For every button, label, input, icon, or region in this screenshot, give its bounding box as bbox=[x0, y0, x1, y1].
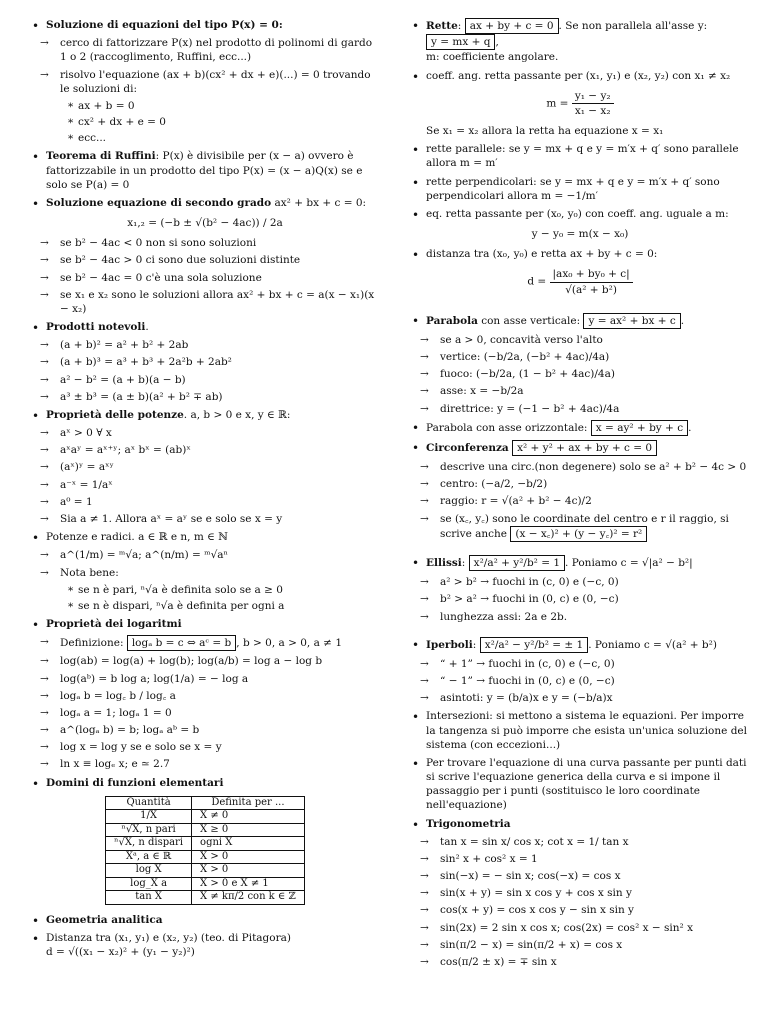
table-cell: X > 0 bbox=[192, 864, 305, 878]
section-title: Parabola bbox=[426, 314, 478, 327]
list-item: → cerco di fattorizzare P(x) nel prodotto di polinomi di gardo 1 o 2 (raccoglimento, Ruffini, ecc...) bbox=[30, 36, 380, 64]
table-cell: X ≠ 0 bbox=[192, 810, 305, 824]
table-cell: X > 0 bbox=[192, 850, 305, 864]
point-slope-formula: y − y₀ = m(x − x₀) bbox=[531, 228, 629, 241]
list-item: → a² − b² = (a + b)(a − b) bbox=[30, 373, 380, 387]
list-item: → descrive una circ.(non degenere) solo se a² + b² − 4c > 0 bbox=[410, 460, 750, 474]
list-item: → vertice: (−b/2a, (−b² + 4ac)/4a) bbox=[410, 350, 750, 364]
table-cell: tan X bbox=[106, 891, 192, 905]
boxed-formula: x = ay² + by + c bbox=[591, 420, 688, 436]
table-cell: X > 0 e X ≠ 1 bbox=[192, 877, 305, 891]
list-item: → sin(2x) = 2 sin x cos x; cos(2x) = cos² x − sin² x bbox=[410, 921, 750, 935]
section-text: . bbox=[145, 321, 149, 334]
section-text: Se x₁ = x₂ allora la retta ha equazione x = x₁ bbox=[426, 125, 664, 138]
table-cell: log_X a bbox=[106, 877, 192, 891]
list-item: → se b² − 4ac > 0 ci sono due soluzioni distinte bbox=[30, 253, 380, 267]
table-cell: Xᵃ, a ∈ ℝ bbox=[106, 850, 192, 864]
sub-item: * ecc... bbox=[30, 131, 380, 145]
section-title: Rette bbox=[426, 20, 458, 32]
sub-item: * cx² + dx + e = 0 bbox=[30, 115, 380, 129]
list-item: → sin(π/2 − x) = sin(π/2 + x) = cos x bbox=[410, 938, 750, 952]
boxed-formula: y = ax² + bx + c bbox=[583, 313, 680, 329]
list-item: → a^(1/m) = ᵐ√a; a^(n/m) = ᵐ√aⁿ bbox=[30, 548, 380, 562]
list-item: → se a > 0, concavità verso l'alto bbox=[410, 333, 750, 347]
boxed-formula: x² + y² + ax + by + c = 0 bbox=[512, 440, 657, 456]
list-item: → se x₁ e x₂ sono le soluzioni allora ax² + bx + c = a(x − x₁)(x − x₂) bbox=[30, 288, 380, 316]
section-text: Intersezioni: si mettono a sistema le equazioni. Per imporre la tangenza si può imporre che esista un'unica soluzione del sistema (con eccezioni...) bbox=[426, 710, 747, 751]
section-notable-products bbox=[30, 320, 380, 334]
section-text: . a, b > 0 e x, y ∈ ℝ: bbox=[183, 408, 291, 421]
section-circle bbox=[410, 440, 750, 456]
section-polynomial-equations bbox=[30, 18, 380, 32]
list-item: → asse: x = −b/2a bbox=[410, 384, 750, 398]
spacer bbox=[410, 627, 750, 633]
list-item bbox=[30, 635, 380, 651]
list-item: → logₐ a = 1; logₐ 1 = 0 bbox=[30, 706, 380, 720]
list-item: → se b² − 4ac < 0 non si sono soluzioni bbox=[30, 236, 380, 250]
section-text: . bbox=[688, 421, 692, 434]
section-lines: • Rette: ax + by + c = 0 . Se non parallela all'asse y: y = mx + q , m: coefficiente angolare. bbox=[410, 18, 750, 65]
section-title: Trigonometria bbox=[426, 817, 511, 830]
list-item: → cos(π/2 ± x) = ∓ sin x bbox=[410, 955, 750, 969]
section-text: con asse verticale: bbox=[477, 314, 584, 327]
table-row bbox=[106, 837, 305, 851]
section-parallel-lines bbox=[410, 142, 750, 170]
section-intersections bbox=[410, 709, 750, 752]
section-text: . Poniamo c = √|a² − b²| bbox=[565, 556, 693, 569]
right-column bbox=[410, 14, 750, 972]
section-text: , bbox=[495, 36, 499, 49]
distance-formula: d = √((x₁ − x₂)² + (y₁ − y₂)²) bbox=[46, 946, 195, 959]
table-row bbox=[106, 891, 305, 905]
list-item bbox=[410, 512, 750, 542]
table-cell: log X bbox=[106, 864, 192, 878]
table-row bbox=[106, 864, 305, 878]
section-text: eq. retta passante per (x₀, y₀) con coeff. ang. uguale a m: bbox=[426, 207, 729, 220]
table-header-defined-for: Definita per ... bbox=[192, 796, 305, 810]
section-title: Geometria analitica bbox=[46, 913, 163, 926]
section-text: Potenze e radici. a ∈ ℝ e n, m ∈ ℕ bbox=[46, 531, 228, 544]
section-text: . bbox=[680, 314, 685, 327]
list-item: → raggio: r = √(a² + b² − 4c)/2 bbox=[410, 494, 750, 508]
list-item: → asintoti: y = (b/a)x e y = (−b/a)x bbox=[410, 691, 750, 705]
section-text: Parabola con asse orizzontale: bbox=[426, 421, 591, 434]
section-curve-through-points bbox=[410, 756, 750, 813]
sub-item: * ax + b = 0 bbox=[30, 99, 380, 113]
section-text: rette parallele: se y = mx + q e y = m′x + q′ sono parallele allora m = m′ bbox=[426, 143, 739, 170]
section-text: coeff. ang. retta passante per (x₁, y₁) e (x₂, y₂) con x₁ ≠ x₂ bbox=[426, 69, 731, 82]
list-item: → sin(−x) = − sin x; cos(−x) = cos x bbox=[410, 869, 750, 883]
list-item: → (a + b)² = a² + b² + 2ab bbox=[30, 338, 380, 352]
section-text: • Distanza tra (x₁, y₁) e (x₂, y₂) (teo. di Pitagora) bbox=[46, 931, 291, 944]
list-item: → aˣ > 0 ∀ x bbox=[30, 426, 380, 440]
table-cell: X ≠ kπ/2 con k ∈ ℤ bbox=[192, 891, 305, 905]
table-cell: ⁿ√X, n pari bbox=[106, 823, 192, 837]
list-item: → risolvo l'equazione (ax + b)(cx² + dx + e)(...) = 0 trovando le soluzioni di: bbox=[30, 68, 380, 96]
list-item: → cos(x + y) = cos x cos y − sin x sin y bbox=[410, 903, 750, 917]
section-parabola bbox=[410, 313, 750, 329]
section-text: distanza tra (x₀, y₀) e retta ax + by + c = 0: bbox=[426, 248, 658, 261]
section-trigonometry bbox=[410, 817, 750, 831]
section-text: rette perpendicolari: se y = mx + q e y = m′x + q′ sono perpendicolari allora m = −1/m′ bbox=[426, 175, 720, 202]
list-item: → centro: (−a/2, −b/2) bbox=[410, 477, 750, 491]
section-title: Proprietà dei logaritmi bbox=[46, 618, 182, 631]
section-title: Ellissi bbox=[426, 556, 462, 569]
list-item: → lunghezza assi: 2a e 2b. bbox=[410, 610, 750, 624]
list-item: → direttrice: y = (−1 − b² + 4ac)/4a bbox=[410, 402, 750, 416]
section-line-through-point bbox=[410, 207, 750, 221]
section-title: Prodotti notevoli bbox=[46, 321, 146, 334]
list-item: → log(aᵇ) = b log a; log(1/a) = − log a bbox=[30, 672, 380, 686]
list-item: → a³ ± b³ = (a ± b)(a² + b² ∓ ab) bbox=[30, 390, 380, 404]
list-item: → sin(x + y) = sin x cos y + cos x sin y bbox=[410, 886, 750, 900]
section-title: Domini di funzioni elementari bbox=[46, 776, 224, 789]
list-item: → ln x ≡ logₑ x; e ≃ 2.7 bbox=[30, 757, 380, 771]
sub-item: * se n è dispari, ⁿ√a è definita per ogni a bbox=[30, 599, 380, 613]
list-item: → Nota bene: bbox=[30, 566, 380, 580]
section-text: se (x꜀, y꜀) sono le coordinate del centro e r il raggio, si scrive anche bbox=[440, 512, 729, 540]
fraction bbox=[550, 267, 633, 296]
table-row bbox=[106, 850, 305, 864]
section-text: : P(x) è divisibile per (x − a) ovvero è fattorizzabile in un prodotto del tipo P(x) = (x − a)Q(x) se e solo se P(a) = 0 bbox=[46, 150, 363, 191]
list-item: → log(ab) = log(a) + log(b); log(a/b) = log a − log b bbox=[30, 654, 380, 668]
section-perpendicular-lines bbox=[410, 175, 750, 203]
section-distance-formula bbox=[30, 931, 380, 959]
formula-lhs: m = bbox=[546, 97, 569, 110]
boxed-formula: ax + by + c = 0 bbox=[465, 18, 559, 34]
denominator: √(a² + b²) bbox=[565, 283, 617, 296]
section-text: . Poniamo c = √(a² + b²) bbox=[588, 638, 717, 651]
list-item: → “ − 1” → fuochi in (0, c) e (0, −c) bbox=[410, 674, 750, 688]
list-item: → “ + 1” → fuochi in (c, 0) e (−c, 0) bbox=[410, 657, 750, 671]
list-item: → b² > a² → fuochi in (0, c) e (0, −c) bbox=[410, 592, 750, 606]
table-row bbox=[106, 877, 305, 891]
list-item: → Sia a ≠ 1. Allora aˣ = aʸ se e solo se x = y bbox=[30, 512, 380, 526]
table-cell: ogni X bbox=[192, 837, 305, 851]
section-text: ax² + bx + c = 0: bbox=[271, 196, 367, 209]
section-point-line-distance bbox=[410, 247, 750, 261]
list-item: → tan x = sin x/ cos x; cot x = 1/ tan x bbox=[410, 835, 750, 849]
numerator: |ax₀ + by₀ + c| bbox=[550, 267, 633, 282]
sub-item: * se n è pari, ⁿ√a è definita solo se a ≥ 0 bbox=[30, 583, 380, 597]
list-item: → (aˣ)ʸ = aˣʸ bbox=[30, 460, 380, 474]
table-header-row bbox=[106, 796, 305, 810]
denominator: x₁ − x₂ bbox=[574, 104, 611, 117]
boxed-formula: x²/a² + y²/b² = 1 bbox=[469, 555, 565, 571]
boxed-formula: (x − x꜀)² + (y − y꜀)² = r² bbox=[510, 526, 647, 542]
section-function-domains bbox=[30, 776, 380, 790]
quadratic-formula: x₁,₂ = (−b ± √(b² − 4ac)) / 2a bbox=[127, 217, 283, 230]
formula-lhs: d = bbox=[527, 276, 547, 289]
numerator: y₁ − y₂ bbox=[572, 89, 614, 104]
list-item: → a² > b² → fuochi in (c, 0) e (−c, 0) bbox=[410, 575, 750, 589]
spacer bbox=[410, 303, 750, 309]
fraction bbox=[572, 89, 614, 118]
boxed-formula: x²/a² − y²/b² = ± 1 bbox=[480, 637, 589, 653]
section-title: Soluzione equazione di secondo grado bbox=[46, 196, 272, 209]
left-column bbox=[30, 14, 380, 963]
list-item: → a^(logₐ b) = b; logₐ aᵇ = b bbox=[30, 723, 380, 737]
list-item: → (a + b)³ = a³ + b³ + 2a²b + 2ab² bbox=[30, 355, 380, 369]
domains-table bbox=[105, 796, 305, 905]
list-item: → a⁻ˣ = 1/aˣ bbox=[30, 478, 380, 492]
distance-formula bbox=[410, 267, 750, 296]
section-title: Iperboli bbox=[426, 638, 473, 651]
section-title: Soluzione di equazioni del tipo P(x) = 0: bbox=[46, 19, 283, 31]
section-ellipse: • Ellissi: x²/a² + y²/b² = 1 . Poniamo c = √|a² − b²| bbox=[410, 555, 750, 571]
section-quadratic-equation bbox=[30, 196, 380, 210]
table-cell: 1/X bbox=[106, 810, 192, 824]
section-power-properties bbox=[30, 408, 380, 422]
table-row bbox=[106, 810, 305, 824]
section-text: Per trovare l'equazione di una curva passante per punti dati si scrive l'equazione generica della curva e si impone il passaggio per i punti (sostituisco le loro coordinate nell'equazione) bbox=[426, 756, 747, 812]
list-item: → logₐ b = log꜀ b / log꜀ a bbox=[30, 689, 380, 703]
section-hyperbola: • Iperboli: x²/a² − y²/b² = ± 1 . Poniamo c = √(a² + b²) bbox=[410, 637, 750, 653]
section-title: Proprietà delle potenze bbox=[46, 408, 184, 421]
table-cell: ⁿ√X, n dispari bbox=[106, 837, 192, 851]
section-horizontal-parabola bbox=[410, 420, 750, 436]
section-title: Teorema di Ruffini bbox=[46, 150, 156, 163]
section-title: Circonferenza bbox=[426, 441, 509, 454]
list-item: → fuoco: (−b/2a, (1 − b² + 4ac)/4a) bbox=[410, 367, 750, 381]
section-slope bbox=[410, 69, 750, 83]
section-analytic-geometry bbox=[30, 913, 380, 927]
list-item: → a⁰ = 1 bbox=[30, 495, 380, 509]
definition-tail: , b > 0, a > 0, a ≠ 1 bbox=[236, 637, 342, 650]
slope-formula bbox=[410, 89, 750, 118]
definition-label: Definizione: bbox=[60, 637, 127, 650]
table-header-quantity: Quantità bbox=[106, 796, 192, 810]
table-cell: X ≥ 0 bbox=[192, 823, 305, 837]
boxed-formula: y = mx + q bbox=[426, 34, 495, 50]
list-item: → se b² − 4ac = 0 c'è una sola soluzione bbox=[30, 271, 380, 285]
table-row bbox=[106, 823, 305, 837]
boxed-formula: logₐ b = c ⇔ aᶜ = b bbox=[127, 635, 236, 651]
list-item: → sin² x + cos² x = 1 bbox=[410, 852, 750, 866]
list-item: → log x = log y se e solo se x = y bbox=[30, 740, 380, 754]
section-text: . Se non parallela all'asse y: bbox=[558, 20, 708, 32]
section-text: m: coefficiente angolare. bbox=[426, 51, 559, 64]
spacer bbox=[410, 545, 750, 551]
section-ruffini-theorem bbox=[30, 149, 380, 192]
section-powers-and-roots bbox=[30, 530, 380, 544]
list-item: → aˣaʸ = aˣ⁺ʸ; aˣ bˣ = (ab)ˣ bbox=[30, 443, 380, 457]
section-logarithm-properties bbox=[30, 617, 380, 631]
